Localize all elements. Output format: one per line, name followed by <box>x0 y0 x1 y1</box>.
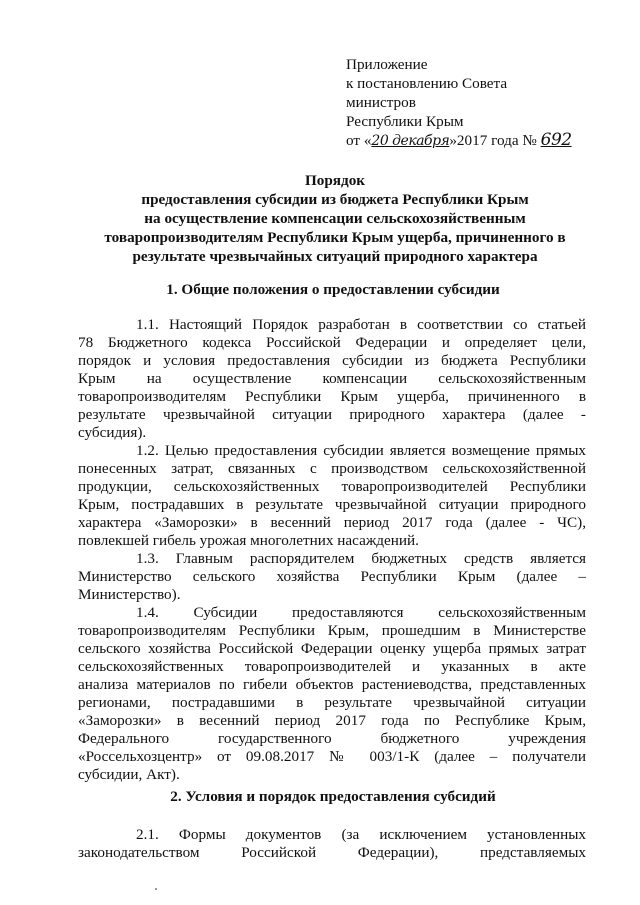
section-2-heading: 2. Условия и порядок предоставления субсидий <box>170 788 496 805</box>
title-line-2: предоставления субсидии из бюджета Республики Крым <box>141 191 529 208</box>
approval-block <box>346 55 616 151</box>
paragraph-line: Крым, пострадавших в результате чрезвычайной ситуации природного <box>78 496 586 513</box>
paragraph-line: 1.2. Целью предоставления субсидии является возмещение прямых <box>136 442 586 459</box>
scan-speck <box>155 888 157 890</box>
paragraph-line: понесенных затрат, связанных с производством сельскохозяйственной <box>78 460 586 477</box>
paragraph-1-2 <box>78 442 586 550</box>
paragraph-line: характера «Заморозки» в весенний период 2017 года (далее - ЧС), <box>78 514 586 531</box>
paragraph-line: 1.3. Главным распорядителем бюджетных средств является <box>136 550 586 567</box>
paragraph-line: продукции, сельскохозяйственных товаропроизводителей Республики <box>78 478 586 495</box>
title-line-1: Порядок <box>304 172 366 189</box>
paragraph-line: анализа материалов по гибели объектов растениеводства, представленных <box>78 676 586 693</box>
paragraph-line: повлекшей гибель урожая многолетних насаждений. <box>78 532 419 549</box>
paragraph-line: Крым на осуществление компенсации сельскохозяйственным <box>78 370 586 387</box>
paragraph-2-1 <box>78 826 586 862</box>
paragraph-1-1 <box>78 316 586 442</box>
paragraph-line: 1.4. Субсидии предоставляются сельскохозяйственным <box>136 604 586 621</box>
paragraph-line: товаропроизводителям Республики Крым ущерба, причиненного в <box>78 388 586 405</box>
paragraph-line: Министерство сельского хозяйства Республики Крым (далее – <box>78 568 586 585</box>
paragraph-line: Федерального государственного бюджетного учреждения <box>78 730 586 747</box>
section-1-heading: 1. Общие положения о предоставлении субсидии <box>166 281 500 298</box>
paragraph-line: 2.1. Формы документов (за исключением установленных <box>136 826 586 843</box>
title-line-4: товаропроизводителям Республики Крым ущерба, причиненного в <box>104 229 566 246</box>
paragraph-line: сельскохозяйственных товаропроизводителей и указанных в акте <box>78 658 586 675</box>
paragraph-line: порядок и условия предоставления субсидии из бюджета Республики <box>78 352 586 369</box>
approval-line-ministers: министров <box>346 94 416 111</box>
paragraph-line: товаропроизводителям Республики Крым, прошедшим в Министерстве <box>78 622 586 639</box>
approval-line-appendix: Приложение <box>346 56 428 73</box>
document-title <box>90 171 580 266</box>
handwritten-number: 692 <box>540 130 572 150</box>
paragraph-line: сельского хозяйства Российской Федерации оценку ущерба прямых затрат <box>78 640 586 657</box>
date-prefix: от « <box>346 132 372 149</box>
paragraph-line: 78 Бюджетного кодекса Российской Федерации и определяет цели, <box>78 334 586 351</box>
approval-line-republic: Республики Крым <box>346 113 464 130</box>
paragraph-line: «Заморозки» в весенний период 2017 года по Республике Крым, <box>78 712 586 729</box>
paragraph-line: результате чрезвычайной ситуации природного характера (далее - <box>78 406 586 423</box>
handwritten-date: 20 декабря <box>371 133 450 149</box>
approval-line-date <box>346 131 616 151</box>
title-line-3: на осуществление компенсации сельскохозяйственным <box>144 210 526 227</box>
paragraph-line: регионами, пострадавшими в результате чрезвычайной ситуации <box>78 694 586 711</box>
paragraph-line: законодательством Российской Федерации), представляемых <box>78 844 586 861</box>
paragraph-line: Министерство). <box>78 586 181 603</box>
paragraph-line: субсидии, Акт). <box>78 766 180 783</box>
paragraph-line: «Россельхозцентр» от 09.08.2017 № 003/1-К (далее – получатели <box>78 748 586 765</box>
paragraph-1-4 <box>78 604 586 784</box>
paragraph-line: 1.1. Настоящий Порядок разработан в соответствии со статьей <box>136 316 586 333</box>
date-suffix: »2017 года № <box>449 132 537 149</box>
paragraph-line: субсидия). <box>78 424 147 441</box>
title-line-5: результате чрезвычайных ситуаций природного характера <box>132 248 538 265</box>
paragraph-1-3 <box>78 550 586 604</box>
approval-line-resolution: к постановлению Совета <box>346 75 508 92</box>
